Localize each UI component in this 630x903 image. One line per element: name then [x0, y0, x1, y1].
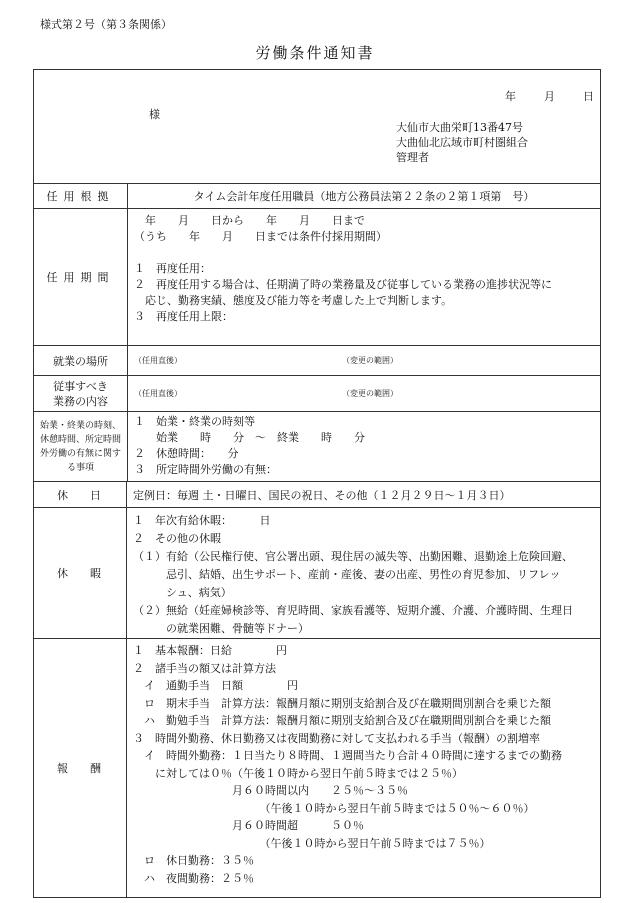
value-shugyo-basho: [128, 346, 600, 375]
date-month: 月: [544, 90, 555, 103]
hoshu-line: １ 基本報酬：日給 円: [133, 644, 287, 657]
hoshu-line: ３ 時間外勤務、休日勤務又は夜間勤務に対して支払われる手当（報酬）の割増率: [133, 731, 540, 745]
label-hoshu: 報酬: [34, 639, 127, 897]
kikan-line: 応じ、勤務実績、態度及び能力等を考慮した上で判断します。: [134, 294, 453, 307]
hoshu-line: に対しては０％（午後１０時から翌日午前５時までは２５％）: [133, 766, 463, 780]
value-gyomu-naiyo: [128, 376, 600, 411]
label-kyuka: 休暇: [34, 508, 127, 638]
kyuka-line: ２ その他の休暇: [133, 532, 221, 545]
label-ninyo-konkyo: 任用根拠: [34, 184, 128, 208]
gyomu-label-line2: 業務の内容: [53, 394, 108, 408]
header-section: [34, 70, 600, 183]
jikoku-line: １ 始業・終業の時刻等: [134, 415, 255, 428]
row-ninyo-kikan: [34, 208, 600, 345]
form-number: 様式第２号（第３条関係）: [40, 18, 172, 31]
date-day: 日: [583, 90, 594, 103]
hoshu-line: （午後１０時から翌日午前５時までは５０％～６０％）: [133, 801, 535, 815]
jikoku-line: ３ 所定時間外労働の有無：: [134, 463, 277, 476]
jikoku-label-line: 始業・終業の時刻、: [39, 420, 121, 431]
basho-change-range: （変更の範囲）: [342, 356, 398, 365]
hoshu-line: イ 通勤手当 日額 円: [133, 679, 298, 692]
value-ninyo-konkyo: タイム会計年度任用職員（地方公務員法第２２条の２第１項第 号）: [193, 190, 535, 203]
value-kyuka: [127, 508, 600, 638]
value-ninyo-kikan: [128, 209, 600, 345]
gyomu-label-line1: 従事すべき: [53, 379, 108, 393]
label-ninyo-kikan: 任用期間: [34, 209, 128, 345]
gyomu-initial: （任用直後）: [134, 389, 182, 398]
label-shugyo-basho: 就業の場所: [34, 346, 128, 375]
hoshu-line: ロ 休日勤務：３５％: [133, 854, 254, 867]
label-gyomu-naiyo: [34, 376, 128, 411]
hoshu-line: ロ 期末手当 計算方法：報酬月額に期別支給割合及び在職期間別割合を乗じた額: [133, 696, 551, 710]
notice-table: [33, 69, 601, 898]
hoshu-line: イ 時間外勤務：１日当たり８時間、１週間当たり合計４０時間に達するまでの勤務: [133, 749, 562, 762]
kikan-line: ３ 再度任用上限：: [134, 310, 233, 323]
recipient-honorific: 様: [149, 108, 160, 121]
issuer-title: 管理者: [396, 151, 429, 164]
hoshu-line: 月６０時間以内 ２５％～３５％: [133, 784, 408, 797]
jikoku-label-line: る事項: [66, 462, 94, 473]
jikoku-line: 始業 時 分 ～ 終業 時 分: [134, 431, 365, 444]
kyuka-line: １ 年次有給休暇： 日: [133, 514, 271, 527]
gyomu-change-range: （変更の範囲）: [342, 389, 398, 398]
issue-date: [477, 88, 594, 104]
issuer-block: [396, 120, 528, 165]
issuer-org: 大曲仙北広域市町村圏組合: [396, 136, 528, 149]
jikoku-line: ２ 休憩時間： 分: [134, 447, 239, 460]
label-kyujitsu: 休日: [34, 482, 127, 507]
kyuka-line: 忌引、結婚、出生サポート、産前・産後、妻の出産、男性の育児参加、リフレッ: [133, 568, 561, 581]
issuer-address: 大仙市大曲栄町13番47号: [396, 121, 523, 134]
row-gyomu-naiyo: [34, 375, 600, 411]
kyuka-line: シュ、病気）: [133, 586, 232, 599]
document-title: 労働条件通知書: [255, 44, 375, 62]
date-year: 年: [505, 90, 516, 103]
row-kyuka: [34, 507, 600, 638]
kyuka-line: の就業困難、骨髄等ドナー）: [133, 622, 309, 635]
hoshu-line: ２ 諸手当の額又は計算方法: [133, 661, 276, 675]
row-ninyo-konkyo: [34, 183, 600, 208]
hoshu-line: ハ 勤勉手当 計算方法：報酬月額に期別支給割合及び在職期間別割合を乗じた額: [133, 714, 551, 727]
value-jikoku: [128, 412, 600, 481]
kikan-line: [134, 245, 594, 261]
kikan-line: １ 再度任用：: [134, 262, 211, 275]
kyuka-line: （１）有給（公民権行使、官公署出頭、現住居の滅失等、出勤困難、退勤途上危険回避、: [133, 550, 573, 563]
kikan-line: （うち 年 月 日までは条件付採用期間）: [134, 230, 387, 243]
row-kyujitsu: [34, 481, 600, 507]
hoshu-line: ハ 夜間勤務：２５％: [133, 871, 254, 885]
jikoku-label-line: 外労働の有無に関す: [39, 448, 121, 459]
kikan-line: 年 月 日から 年 月 日まで: [134, 214, 365, 227]
value-hoshu: [127, 639, 600, 897]
basho-initial: （任用直後）: [134, 356, 182, 365]
hoshu-line: （午後１０時から翌日午前５時までは７５％）: [133, 836, 491, 850]
value-kyujitsu: 定例日：毎週 土・日曜日、国民の祝日、その他（１２月２９日～１月３日）: [133, 488, 511, 502]
row-jikoku: [34, 411, 600, 481]
kyuka-line: （２）無給（妊産婦検診等、育児時間、家族看護等、短期介護、介護、介護時間、生理日: [133, 604, 573, 617]
row-hoshu: [34, 638, 600, 897]
hoshu-line: 月６０時間超 ５０％: [133, 819, 364, 832]
kikan-line: ２ 再度任用する場合は、任期満了時の業務量及び従事している業務の進捗状況等に: [134, 278, 552, 291]
row-shugyo-basho: [34, 345, 600, 375]
jikoku-label-line: 休憩時間、所定時間: [39, 434, 121, 445]
label-jikoku: [34, 412, 128, 481]
